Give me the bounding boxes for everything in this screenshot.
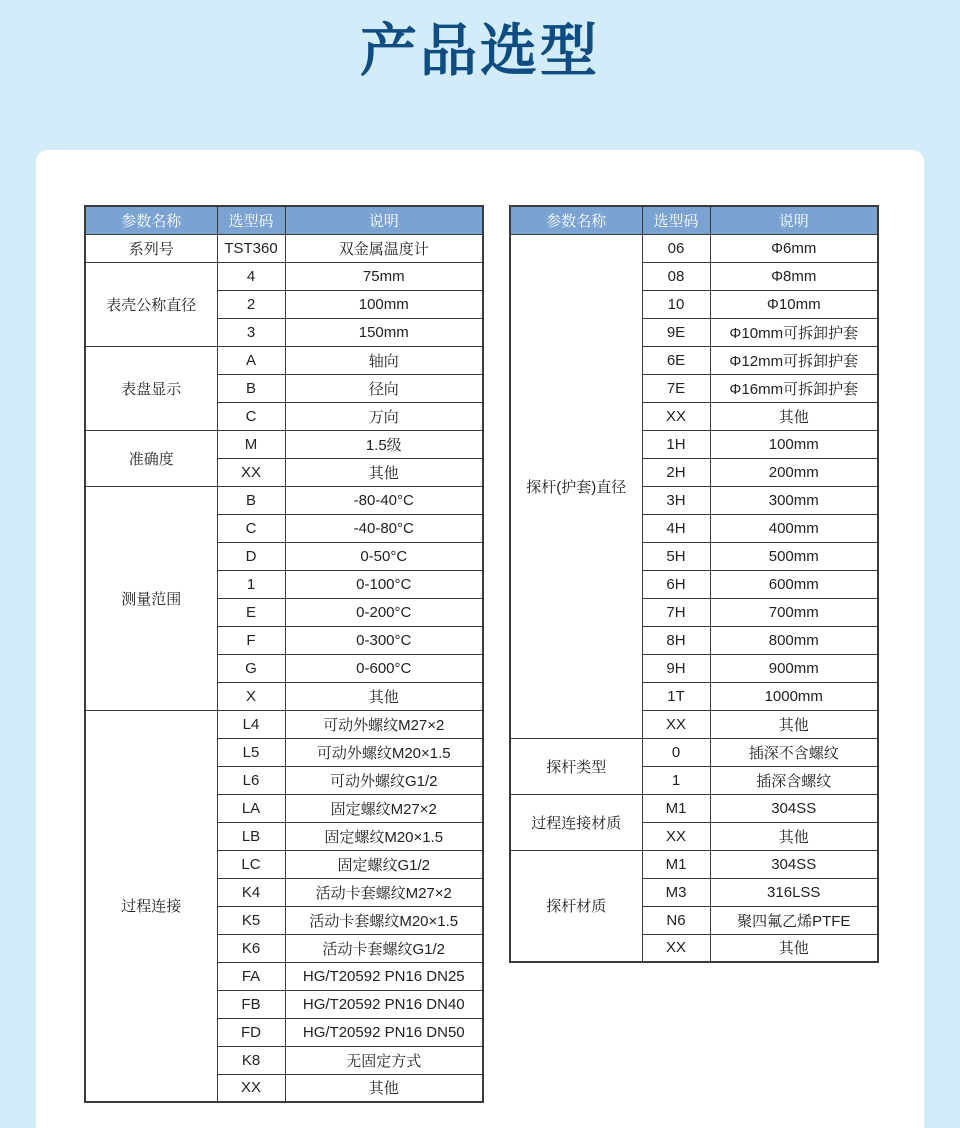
code-cell: M <box>217 430 285 458</box>
code-cell: 6H <box>642 570 710 598</box>
code-cell: X <box>217 682 285 710</box>
code-cell: LC <box>217 850 285 878</box>
desc-cell: 其他 <box>710 402 878 430</box>
code-cell: 7E <box>642 374 710 402</box>
desc-cell: HG/T20592 PN16 DN40 <box>285 990 483 1018</box>
code-cell: 6E <box>642 346 710 374</box>
desc-cell: -80-40°C <box>285 486 483 514</box>
desc-cell: 活动卡套螺纹G1/2 <box>285 934 483 962</box>
code-cell: L4 <box>217 710 285 738</box>
desc-cell: 0-200°C <box>285 598 483 626</box>
code-cell: K4 <box>217 878 285 906</box>
code-cell: 2 <box>217 290 285 318</box>
code-cell: FA <box>217 962 285 990</box>
desc-cell: 304SS <box>710 794 878 822</box>
table-row <box>85 486 483 514</box>
table-header-row <box>510 206 878 234</box>
desc-cell: 插深不含螺纹 <box>710 738 878 766</box>
desc-cell: 75mm <box>285 262 483 290</box>
desc-cell: 100mm <box>710 430 878 458</box>
param-name-cell: 探杆材质 <box>510 850 642 962</box>
desc-cell: 316LSS <box>710 878 878 906</box>
code-cell: 2H <box>642 458 710 486</box>
code-cell: XX <box>642 402 710 430</box>
desc-header: 说明 <box>710 206 878 234</box>
code-cell: L5 <box>217 738 285 766</box>
desc-cell: Φ10mm <box>710 290 878 318</box>
code-cell: TST360 <box>217 234 285 262</box>
code-cell: 3 <box>217 318 285 346</box>
code-header: 选型码 <box>642 206 710 234</box>
code-cell: LB <box>217 822 285 850</box>
desc-cell: 100mm <box>285 290 483 318</box>
code-cell: M1 <box>642 850 710 878</box>
code-cell: XX <box>642 822 710 850</box>
desc-cell: 双金属温度计 <box>285 234 483 262</box>
table-row <box>510 850 878 878</box>
param-name-cell: 表盘显示 <box>85 346 217 430</box>
desc-cell: 固定螺纹M20×1.5 <box>285 822 483 850</box>
desc-cell: 150mm <box>285 318 483 346</box>
desc-cell: 304SS <box>710 850 878 878</box>
right-selection-table <box>509 205 879 963</box>
code-cell: 0 <box>642 738 710 766</box>
desc-cell: 其他 <box>285 1074 483 1102</box>
desc-cell: 800mm <box>710 626 878 654</box>
desc-cell: Φ10mm可拆卸护套 <box>710 318 878 346</box>
desc-cell: 活动卡套螺纹M20×1.5 <box>285 906 483 934</box>
desc-cell: 可动外螺纹M27×2 <box>285 710 483 738</box>
table-header-row <box>85 206 483 234</box>
code-cell: XX <box>217 1074 285 1102</box>
param-name-cell: 表壳公称直径 <box>85 262 217 346</box>
desc-cell: Φ16mm可拆卸护套 <box>710 374 878 402</box>
desc-cell: 0-300°C <box>285 626 483 654</box>
param-name-cell: 探杆(护套)直径 <box>510 234 642 738</box>
desc-cell: 400mm <box>710 514 878 542</box>
desc-cell: 聚四氟乙烯PTFE <box>710 906 878 934</box>
param-name-header: 参数名称 <box>85 206 217 234</box>
code-cell: XX <box>642 934 710 962</box>
desc-cell: 万向 <box>285 402 483 430</box>
table-row <box>85 710 483 738</box>
table-row <box>85 430 483 458</box>
table-row <box>85 234 483 262</box>
desc-cell: 活动卡套螺纹M27×2 <box>285 878 483 906</box>
param-name-cell: 探杆类型 <box>510 738 642 794</box>
code-cell: 9H <box>642 654 710 682</box>
code-cell: M1 <box>642 794 710 822</box>
desc-cell: 可动外螺纹M20×1.5 <box>285 738 483 766</box>
param-name-cell: 准确度 <box>85 430 217 486</box>
code-header: 选型码 <box>217 206 285 234</box>
code-cell: B <box>217 374 285 402</box>
code-cell: 8H <box>642 626 710 654</box>
param-name-cell: 过程连接材质 <box>510 794 642 850</box>
desc-cell: 其他 <box>710 934 878 962</box>
desc-cell: 0-100°C <box>285 570 483 598</box>
param-name-cell: 系列号 <box>85 234 217 262</box>
code-cell: B <box>217 486 285 514</box>
code-cell: G <box>217 654 285 682</box>
desc-cell: 700mm <box>710 598 878 626</box>
code-cell: 08 <box>642 262 710 290</box>
desc-cell: Φ8mm <box>710 262 878 290</box>
desc-cell: 1000mm <box>710 682 878 710</box>
table-row <box>85 262 483 290</box>
code-cell: 1 <box>642 766 710 794</box>
desc-cell: 1.5级 <box>285 430 483 458</box>
table-row <box>510 234 878 262</box>
code-cell: D <box>217 542 285 570</box>
code-cell: L6 <box>217 766 285 794</box>
code-cell: K5 <box>217 906 285 934</box>
code-cell: E <box>217 598 285 626</box>
desc-cell: 固定螺纹G1/2 <box>285 850 483 878</box>
code-cell: M3 <box>642 878 710 906</box>
desc-cell: 0-50°C <box>285 542 483 570</box>
code-cell: 06 <box>642 234 710 262</box>
code-cell: A <box>217 346 285 374</box>
desc-cell: 轴向 <box>285 346 483 374</box>
code-cell: 4H <box>642 514 710 542</box>
param-name-header: 参数名称 <box>510 206 642 234</box>
code-cell: FB <box>217 990 285 1018</box>
code-cell: 1H <box>642 430 710 458</box>
desc-cell: -40-80°C <box>285 514 483 542</box>
code-cell: N6 <box>642 906 710 934</box>
param-name-cell: 测量范围 <box>85 486 217 710</box>
code-cell: FD <box>217 1018 285 1046</box>
table-row <box>85 346 483 374</box>
code-cell: 1 <box>217 570 285 598</box>
code-cell: K8 <box>217 1046 285 1074</box>
table-row <box>510 794 878 822</box>
desc-cell: 500mm <box>710 542 878 570</box>
code-cell: XX <box>642 710 710 738</box>
desc-cell: HG/T20592 PN16 DN25 <box>285 962 483 990</box>
desc-cell: Φ6mm <box>710 234 878 262</box>
code-cell: 1T <box>642 682 710 710</box>
left-selection-table <box>84 205 484 1103</box>
page-title: 产品选型 <box>360 19 600 83</box>
code-cell: 4 <box>217 262 285 290</box>
desc-cell: 其他 <box>285 458 483 486</box>
desc-cell: 插深含螺纹 <box>710 766 878 794</box>
code-cell: C <box>217 514 285 542</box>
desc-cell: 其他 <box>710 710 878 738</box>
code-cell: K6 <box>217 934 285 962</box>
code-cell: 3H <box>642 486 710 514</box>
code-cell: C <box>217 402 285 430</box>
desc-cell: 其他 <box>285 682 483 710</box>
desc-cell: 可动外螺纹G1/2 <box>285 766 483 794</box>
code-cell: F <box>217 626 285 654</box>
desc-cell: 固定螺纹M27×2 <box>285 794 483 822</box>
code-cell: 5H <box>642 542 710 570</box>
desc-cell: 200mm <box>710 458 878 486</box>
desc-cell: HG/T20592 PN16 DN50 <box>285 1018 483 1046</box>
code-cell: XX <box>217 458 285 486</box>
code-cell: 7H <box>642 598 710 626</box>
desc-cell: 900mm <box>710 654 878 682</box>
desc-cell: 其他 <box>710 822 878 850</box>
desc-cell: 无固定方式 <box>285 1046 483 1074</box>
desc-cell: Φ12mm可拆卸护套 <box>710 346 878 374</box>
desc-cell: 径向 <box>285 374 483 402</box>
desc-header: 说明 <box>285 206 483 234</box>
desc-cell: 600mm <box>710 570 878 598</box>
code-cell: 9E <box>642 318 710 346</box>
code-cell: LA <box>217 794 285 822</box>
param-name-cell: 过程连接 <box>85 710 217 1102</box>
table-row <box>510 738 878 766</box>
desc-cell: 300mm <box>710 486 878 514</box>
code-cell: 10 <box>642 290 710 318</box>
desc-cell: 0-600°C <box>285 654 483 682</box>
